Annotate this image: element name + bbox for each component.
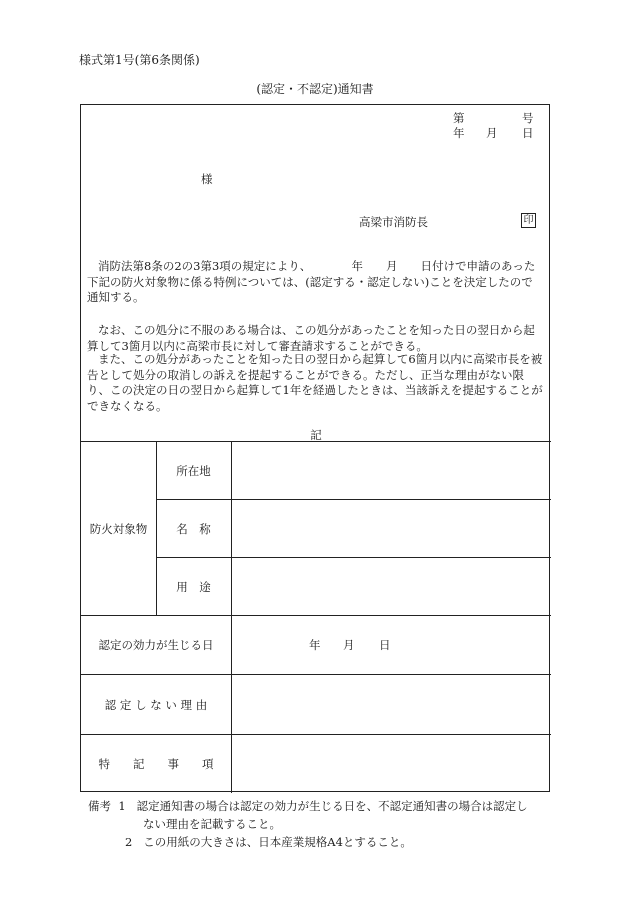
remarks-item-2 — [88, 833, 528, 851]
remarks-heading: 備考 — [88, 799, 111, 813]
issue-month: 月 — [486, 126, 498, 140]
paragraph-line: また、この処分があったことを知った日の翌日から起算して6箇月以内に高梁市長を被 — [98, 352, 543, 366]
notes-label: 特 記 事 項 — [98, 757, 214, 771]
remarks-text: 認定通知書の場合は認定の効力が生じる日を、不認定通知書の場合は認定し — [136, 799, 528, 813]
ki-heading: 記 — [310, 428, 322, 442]
addressee-suffix: 様 — [201, 172, 213, 186]
number-suffix: 号 — [522, 111, 534, 125]
use-label: 用 途 — [176, 580, 211, 594]
reason-label: 認 定 し な い 理 由 — [104, 698, 208, 712]
location-label: 所在地 — [176, 464, 211, 478]
row-divider — [81, 615, 551, 616]
paragraph-line: り、この決定の日の翌日から起算して1年を経過したときは、当該訴えを提起することが — [87, 383, 543, 398]
value-column-divider — [231, 441, 232, 793]
row-divider — [81, 734, 551, 735]
issue-day: 日 — [522, 126, 534, 140]
effective-year: 年 — [309, 638, 321, 652]
paragraph-line: 下記の防火対象物に係る特例については、(認定する・認定しない)ことを決定したので — [87, 274, 533, 289]
remarks-item-1 — [88, 797, 528, 815]
paragraph-line: 消防法第8条の2の3第3項の規定により、 年 月 日付けで申請のあった — [98, 259, 536, 273]
form-number: 様式第1号(第6条関係) — [79, 53, 200, 67]
paragraph-line: なお、この処分に不服のある場合は、この処分があったことを知った日の翌日から起 — [98, 323, 535, 337]
notice-form — [80, 104, 550, 792]
notice-paragraph — [87, 259, 549, 306]
paragraph-line: 通知する。 — [87, 290, 145, 305]
row-divider — [156, 499, 551, 500]
appeal-paragraph — [87, 323, 549, 354]
effective-month: 月 — [343, 638, 355, 652]
number-prefix: 第 — [453, 111, 465, 125]
remarks — [88, 797, 528, 851]
sender-name: 高梁市消防長 — [359, 215, 428, 229]
document-title: (認定・不認定)通知書 — [256, 82, 374, 96]
paragraph-line: できなくなる。 — [87, 398, 168, 413]
issue-year: 年 — [453, 126, 465, 140]
paragraph-line: 告として処分の取消しの訴えを提起することができる。ただし、正当な理由がない限 — [87, 367, 524, 382]
row-divider — [156, 557, 551, 558]
name-label: 名 称 — [176, 522, 211, 536]
table-top-border — [81, 441, 551, 442]
seal-mark: 印 — [521, 213, 536, 228]
row-divider — [81, 674, 551, 675]
effective-day: 日 — [379, 638, 391, 652]
remarks-text: ない理由を記載すること。 — [143, 817, 281, 831]
effective-date-label: 認定の効力が生じる日 — [98, 638, 214, 652]
fire-target-label: 防火対象物 — [89, 522, 148, 536]
remarks-number: 1 — [118, 799, 126, 813]
remarks-number: 2 — [125, 835, 133, 849]
remarks-text: この用紙の大きさは、日本産業規格A4とすること。 — [143, 835, 412, 849]
lawsuit-paragraph — [87, 352, 549, 414]
paragraph-line: 算して3箇月以内に高梁市長に対して審査請求することができる。 — [87, 338, 428, 353]
